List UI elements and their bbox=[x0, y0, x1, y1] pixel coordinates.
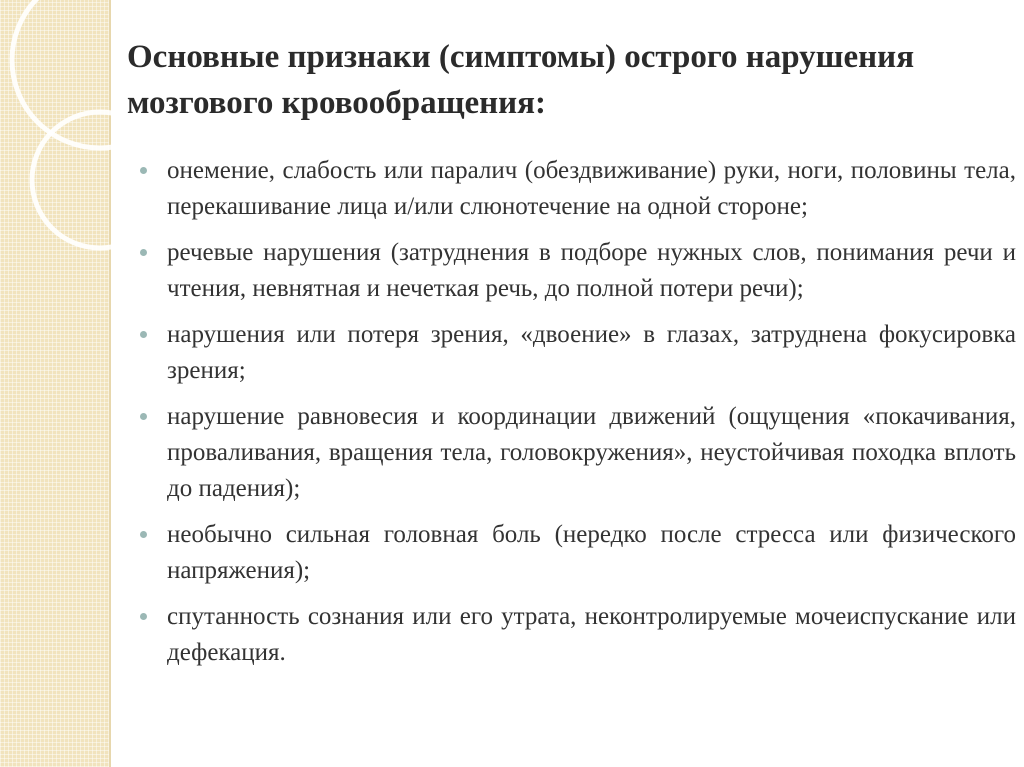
list-item bbox=[140, 235, 1016, 307]
list-item-text: нарушения или потеря зрения, «двоение» в глазах, затруднена фокусировка зрения; bbox=[167, 321, 1016, 384]
slide-title: Основные признаки (симптомы) острого нарушения мозгового кровообращения: bbox=[127, 39, 915, 121]
list-item bbox=[140, 317, 1016, 389]
list-item-text: нарушение равновесия и координации движений (ощущения «покачивания, проваливания, вращения тела, головокружения», неустойчивая походка вплоть до падения); bbox=[167, 403, 1016, 502]
list-item-text: спутанность сознания или его утрата, неконтролируемые мочеиспускание или дефекация. bbox=[167, 603, 1016, 666]
list-item-text: речевые нарушения (затруднения в подборе нужных слов, понимания речи и чтения, невнятная и нечеткая речь, до полной потери речи); bbox=[167, 239, 1016, 302]
bullet-icon bbox=[140, 613, 147, 620]
list-item-text: онемение, слабость или паралич (обездвиживание) руки, ноги, половины тела, перекашивание лица и/или слюнотечение на одной стороне; bbox=[167, 157, 1016, 220]
list-item bbox=[140, 599, 1016, 671]
list-item-text: необычно сильная головная боль (нередко после стресса или физического напряжения); bbox=[167, 521, 1016, 584]
bullet-icon bbox=[140, 331, 147, 338]
bullet-icon bbox=[140, 531, 147, 538]
list-item bbox=[140, 399, 1016, 507]
bullet-icon bbox=[140, 249, 147, 256]
symptom-list bbox=[140, 153, 1016, 681]
bullet-icon bbox=[140, 413, 147, 420]
list-item bbox=[140, 517, 1016, 589]
bullet-icon bbox=[140, 167, 147, 174]
list-item bbox=[140, 153, 1016, 225]
